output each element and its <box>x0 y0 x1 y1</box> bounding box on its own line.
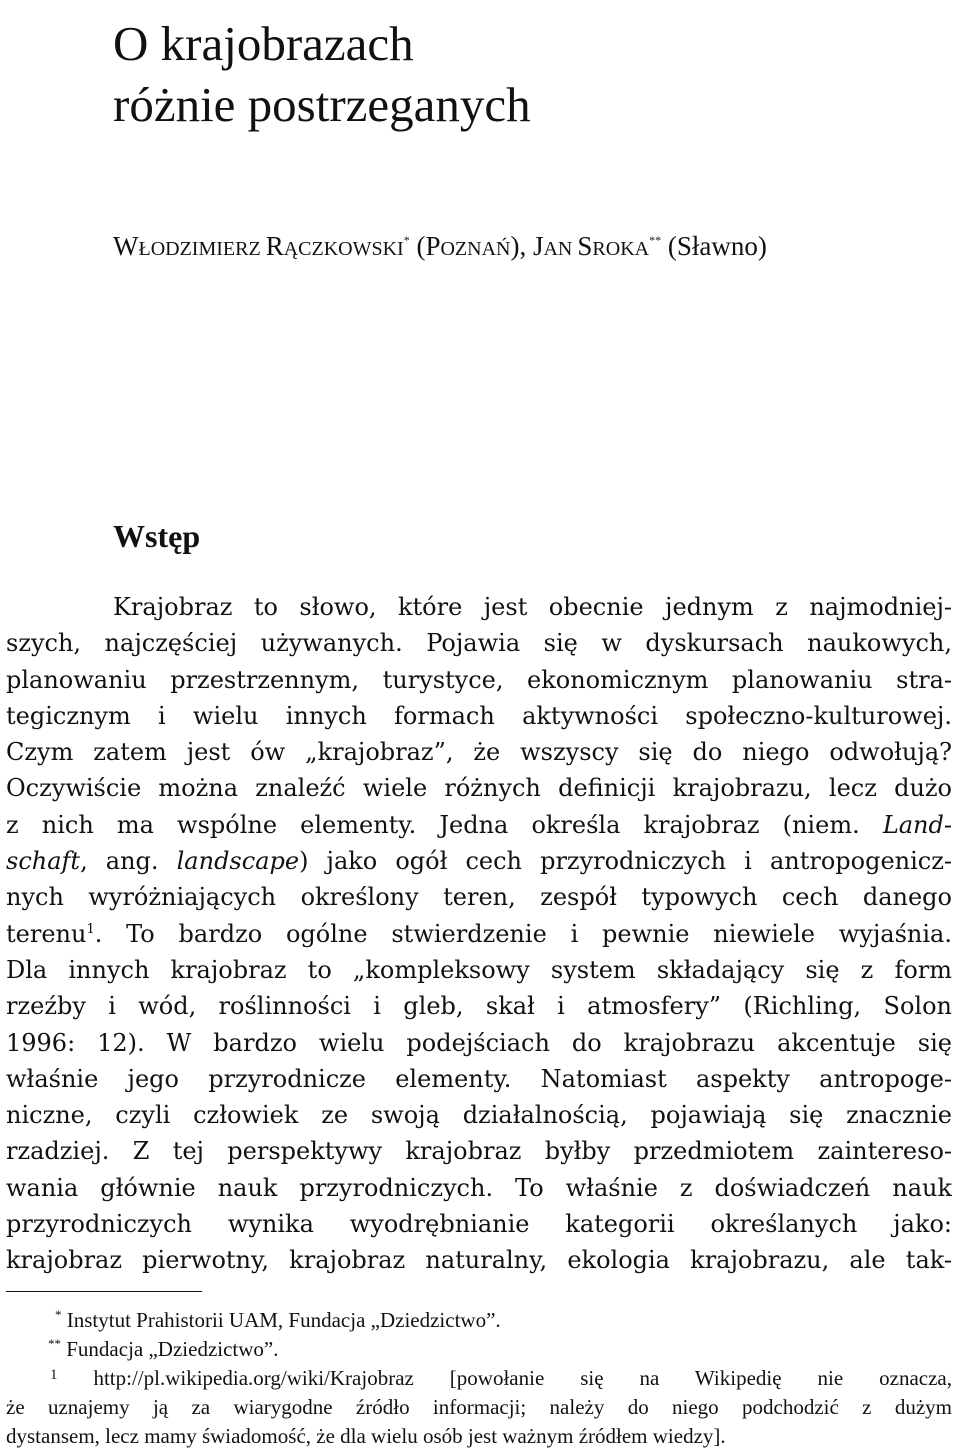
footnote-3-line-3: dystansem, lecz mamy świadomość, że dla wielu osób jest ważnym źródłem wiedzy]. <box>6 1424 726 1448</box>
author1-last-rest: ĄCZKOWSKI <box>283 238 404 260</box>
body-line: szych, najczęściej używanych. Pojawia się w dyskursach naukowych, <box>6 629 952 658</box>
title-line-2: różnie postrzeganych <box>113 77 531 132</box>
body-line: tegicznym i wielu innych formach aktywności społeczno-kulturowej. <box>6 701 952 730</box>
body-line-text: ) jako ogół cech przyrodniczych i antropogenicz- <box>299 847 952 876</box>
body-line: rzeźby i wód, roślinności i gleb, skał i atmosfery” (Richling, Solon <box>6 992 952 1021</box>
body-line: 1996: 12). W bardzo wielu podejściach do krajobrazu akcentuje się <box>6 1028 952 1057</box>
author1-affil-close: ), <box>510 231 533 261</box>
author2-footnote-mark: ** <box>649 233 662 247</box>
body-line: właśnie jego przyrodnicze elementy. Natomiast aspekty antropoge- <box>6 1064 952 1093</box>
footnote-ref-1: 1 <box>86 921 95 937</box>
author2-initial-2: S <box>577 231 593 261</box>
body-line: Dla innych krajobraz to „kompleksowy system składający się z form <box>6 955 952 984</box>
authors-line <box>113 222 767 267</box>
author1-initial-2: R <box>265 231 284 261</box>
body-line: wania głównie nauk przyrodniczych. To właśnie z doświadczeń nauk <box>6 1173 952 1202</box>
footnote-separator <box>6 1291 202 1292</box>
author2-last-rest: ROKA <box>592 238 650 260</box>
italic-term-landscape: landscape <box>176 847 300 876</box>
footnote-3-line-1 <box>6 1364 952 1393</box>
author2-initial: J <box>532 231 544 261</box>
author2-first-rest: AN <box>543 238 578 260</box>
author1-initial: W <box>113 231 139 261</box>
body-line-text: terenu <box>6 919 87 948</box>
footnote-2-mark: ** <box>48 1336 61 1351</box>
author2-affil: (Sławno) <box>661 231 767 261</box>
body-line: nych wyróżniających określony teren, zespół typowych cech danego <box>6 883 952 912</box>
body-line: Oczywiście można znaleźć wiele różnych definicji krajobrazu, lecz dużo <box>6 774 952 803</box>
footnote-2-text: Fundacja „Dziedzictwo”. <box>61 1337 279 1361</box>
body-line-text: , ang. <box>80 847 177 876</box>
body-line <box>6 843 952 879</box>
author1-footnote-mark: * <box>403 233 410 247</box>
author1-affil-rest: OZNAŃ <box>440 238 511 260</box>
body-line <box>6 807 952 843</box>
body-line: krajobraz pierwotny, krajobraz naturalny, ekologia krajobrazu, ale tak- <box>6 1246 952 1275</box>
body-line: Krajobraz to słowo, które jest obecnie jednym z najmodniej- <box>113 593 952 621</box>
body-line: planowaniu przestrzennym, turystyce, ekonomicznym planowaniu stra- <box>6 665 952 694</box>
italic-term-landschaft-end: schaft <box>6 847 81 876</box>
footnote-1 <box>6 1306 952 1335</box>
author1-first-rest: ŁODZIMIERZ <box>138 238 266 260</box>
section-heading: Wstęp <box>113 518 201 554</box>
footnote-3-text: http://pl.wikipedia.org/wiki/Krajobraz [powołanie się na Wikipedię nie oznacza, <box>57 1366 952 1390</box>
body-line-text: . To bardzo ogólne stwierdzenie i pewnie niewiele wyjaśnia. <box>94 919 952 948</box>
body-line <box>6 916 952 952</box>
footnote-3-line-2: że uznajemy ją za wiarygodne źródło informacji; należy do niego podchodzić z dużym <box>6 1395 952 1419</box>
italic-term-landschaft-start: Land- <box>882 810 952 839</box>
body-line: Czym zatem jest ów „krajobraz”, że wszyscy się do niego odwołują? <box>6 738 952 767</box>
author1-affil-open: (P <box>409 231 441 261</box>
body-text <box>6 589 952 1279</box>
title-line-1: O krajobrazach <box>113 16 414 71</box>
body-line: niczne, czyli człowiek ze swoją działalnością, pojawiają się znacznie <box>6 1101 952 1130</box>
body-line: przyrodniczych wynika wyodrębnianie kategorii określanych jako: <box>6 1210 952 1239</box>
footnote-3-mark: 1 <box>50 1367 58 1383</box>
body-line-text: z nich ma wspólne elementy. Jedna określa krajobraz (niem. <box>6 810 883 839</box>
footnote-1-mark: * <box>55 1307 62 1322</box>
footnote-1-text: Instytut Prahistorii UAM, Fundacja „Dziedzictwo”. <box>61 1308 501 1332</box>
footnote-2 <box>6 1335 952 1364</box>
body-line: rzadziej. Z tej perspektywy krajobraz byłby przedmiotem zainteresо- <box>6 1137 952 1166</box>
footnotes <box>6 1306 952 1451</box>
